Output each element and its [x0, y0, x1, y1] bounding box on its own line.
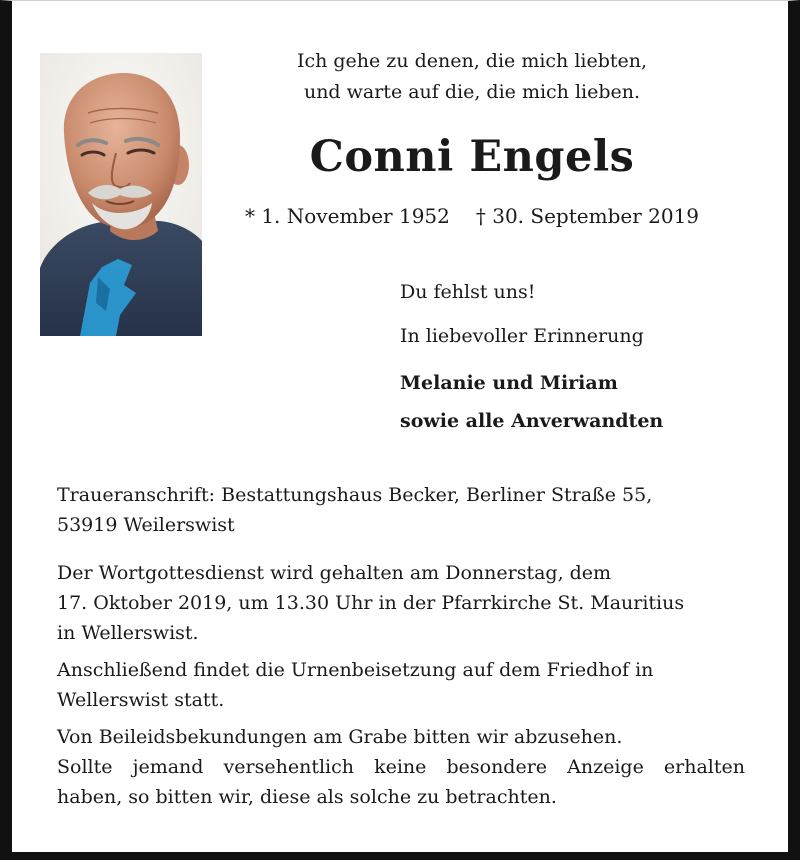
birth-date: * 1. November 1952	[244, 204, 450, 228]
service-line-1: Der Wortgottesdienst wird gehalten am Donnerstag, dem	[57, 562, 612, 584]
service-info	[57, 558, 745, 648]
mourner-line-missed: Du fehlst uns!	[400, 281, 536, 303]
condolence-note	[57, 722, 745, 812]
address-line-1: Traueranschrift: Bestattungshaus Becker, Berliner Straße 55,	[57, 484, 653, 506]
burial-info	[57, 655, 745, 715]
life-dates	[232, 204, 712, 228]
service-line-3: in Wellerswist.	[57, 622, 199, 644]
burial-line-2: Wellerswist statt.	[57, 689, 225, 711]
deceased-name: Conni Engels	[309, 132, 635, 182]
condolence-line-2: Sollte jemand versehentlich keine besondere Anzeige erhalten	[57, 756, 745, 778]
mourning-address	[57, 480, 745, 540]
mourner-line-remembrance: In liebevoller Erinnerung	[400, 325, 644, 347]
condolence-line-3: haben, so bitten wir, diese als solche zu betrachten.	[57, 786, 557, 808]
quote-line-1: Ich gehe zu denen, die mich liebten,	[296, 50, 648, 72]
death-date: † 30. September 2019	[475, 204, 700, 228]
burial-line-1: Anschließend findet die Urnenbeisetzung auf dem Friedhof in	[57, 659, 654, 681]
mourner-names-2: sowie alle Anverwandten	[400, 410, 664, 432]
condolence-line-1: Von Beileidsbekundungen am Grabe bitten wir abzusehen.	[57, 726, 623, 748]
portrait-photo	[40, 53, 202, 336]
address-line-2: 53919 Weilerswist	[57, 514, 235, 536]
quote-line-2: und warte auf die, die mich lieben.	[303, 81, 641, 103]
service-line-2: 17. Oktober 2019, um 13.30 Uhr in der Pfarrkirche St. Mauritius	[57, 592, 685, 614]
mourner-names-1: Melanie und Miriam	[400, 372, 618, 394]
memorial-quote	[232, 46, 712, 108]
